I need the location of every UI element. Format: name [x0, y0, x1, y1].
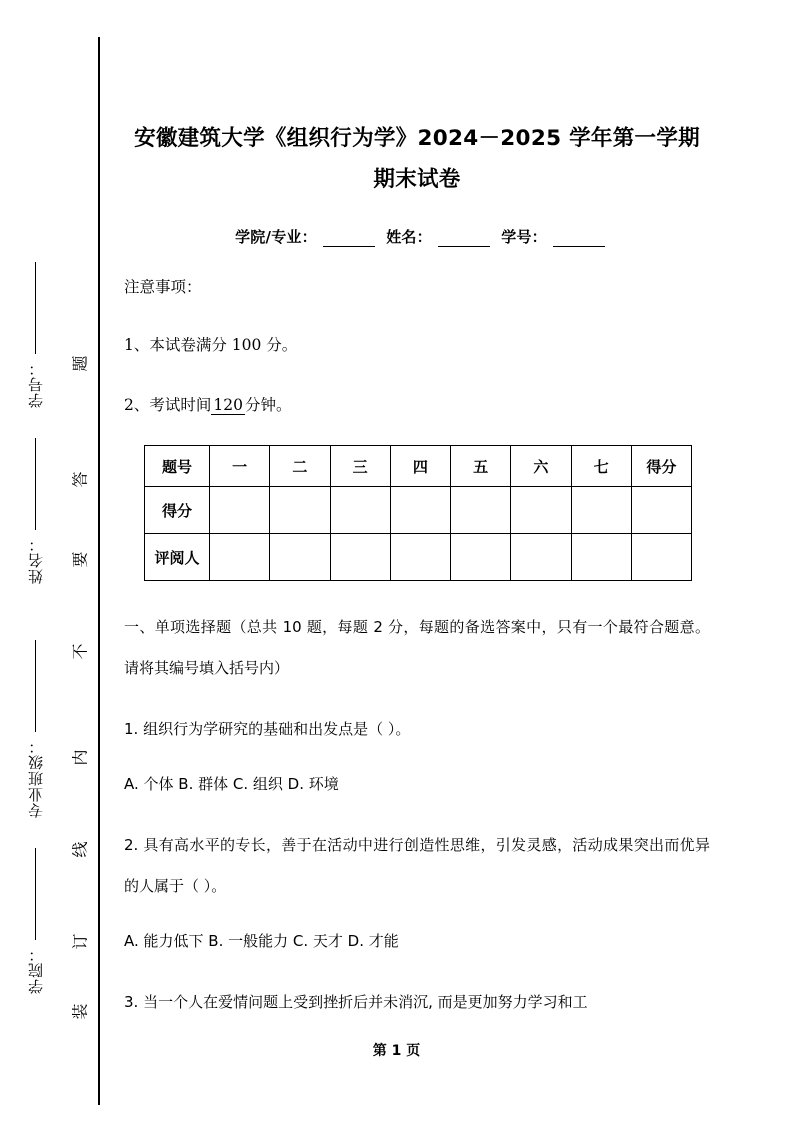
grader-cell[interactable]: [210, 534, 270, 581]
score-table-row-score: [145, 487, 692, 534]
grader-cell[interactable]: [330, 534, 390, 581]
sidebar-field-class-label: 专业班级：: [27, 738, 45, 818]
name-label: 姓名：: [386, 228, 432, 246]
score-table-header-row: [145, 446, 692, 487]
question-2-stem: 2. 具有高水平的专长，善于在活动中进行创造性思维，引发灵感，活动成果突出而优异的人属于（ ）。: [124, 836, 710, 895]
sidebar-field-student-id-blank: [36, 262, 37, 354]
score-header-cell-5: 五: [451, 446, 511, 487]
sidebar-field-name-blank: [36, 438, 37, 530]
sidebar-field-class-blank: [36, 640, 37, 732]
question-3-stem: 3. 当一个人在爱情问题上受到挫折后并未消沉, 而是更加努力学习和工: [124, 993, 588, 1011]
sidebar-field-student-id-label: 学号：: [27, 360, 45, 408]
grader-cell[interactable]: [390, 534, 450, 581]
grader-cell[interactable]: [270, 534, 330, 581]
score-cell[interactable]: [210, 487, 270, 534]
note-item-2-suffix: 分钟。: [244, 396, 292, 414]
binding-char-2: 要: [70, 551, 90, 568]
score-table-row-grader: [145, 534, 692, 581]
grader-cell[interactable]: [451, 534, 511, 581]
binding-sidebar: [0, 0, 110, 1122]
page-footer: 第 1 页: [372, 1043, 421, 1059]
page-title: 安徽建筑大学《组织行为学》2024－2025 学年第一学期期末试卷: [134, 126, 700, 192]
binding-char-3: 不: [70, 643, 90, 660]
exam-duration-value: 120: [213, 396, 243, 414]
note-item-1: 1、本试卷满分 100 分。: [124, 336, 298, 354]
note-item-2: [124, 391, 710, 419]
score-cell[interactable]: [330, 487, 390, 534]
sidebar-field-college: [16, 848, 56, 994]
binding-char-7: 装: [70, 1003, 90, 1020]
sidebar-field-college-label: 学院：: [27, 946, 45, 994]
exam-body: [124, 0, 710, 1023]
binding-char-1: 答: [70, 471, 90, 488]
student-id-label: 学号：: [501, 228, 547, 246]
score-cell[interactable]: [511, 487, 571, 534]
score-row-label-grader: 评阅人: [145, 534, 210, 581]
sidebar-field-student-id: [16, 262, 56, 408]
score-header-cell-2: 二: [270, 446, 330, 487]
score-cell[interactable]: [571, 487, 631, 534]
question-1-options: A. 个体 B. 群体 C. 组织 D. 环境: [124, 775, 339, 793]
binding-char-4: 内: [70, 749, 90, 766]
score-header-cell-6: 六: [511, 446, 571, 487]
binding-line: [98, 37, 100, 1105]
binding-char-0: 题: [70, 355, 90, 372]
score-header-cell-0: 题号: [145, 446, 210, 487]
score-cell[interactable]: [270, 487, 330, 534]
score-cell[interactable]: [631, 487, 691, 534]
binding-char-6: 订: [70, 933, 90, 950]
score-table: [144, 445, 692, 581]
sidebar-field-class: [16, 640, 56, 818]
score-header-cell-8: 得分: [631, 446, 691, 487]
question-2-options: A. 能力低下 B. 一般能力 C. 天才 D. 才能: [124, 932, 399, 950]
note-item-2-prefix: 2、考试时间: [124, 396, 212, 414]
score-header-cell-7: 七: [571, 446, 631, 487]
sidebar-field-name: [16, 438, 56, 584]
score-row-label-score: 得分: [145, 487, 210, 534]
sidebar-field-name-label: 姓名：: [27, 536, 45, 584]
question-1-stem: 1. 组织行为学研究的基础和出发点是（ ）。: [124, 720, 411, 738]
grader-cell[interactable]: [511, 534, 571, 581]
name-blank[interactable]: [438, 228, 490, 247]
score-cell[interactable]: [390, 487, 450, 534]
sidebar-field-college-blank: [36, 848, 37, 940]
score-header-cell-3: 三: [330, 446, 390, 487]
binding-char-5: 线: [70, 841, 90, 858]
grader-cell[interactable]: [571, 534, 631, 581]
college-major-blank[interactable]: [323, 228, 375, 247]
college-major-label: 学院/专业：: [235, 228, 317, 246]
score-cell[interactable]: [451, 487, 511, 534]
score-header-cell-1: 一: [210, 446, 270, 487]
student-id-blank[interactable]: [553, 228, 605, 247]
grader-cell[interactable]: [631, 534, 691, 581]
score-header-cell-4: 四: [390, 446, 450, 487]
notes-heading: 注意事项：: [124, 278, 202, 296]
student-info-line: [124, 226, 710, 247]
section-heading-1: 一、单项选择题（总共 10 题，每题 2 分，每题的备选答案中，只有一个最符合题意。请将其编号填入括号内）: [124, 618, 710, 677]
